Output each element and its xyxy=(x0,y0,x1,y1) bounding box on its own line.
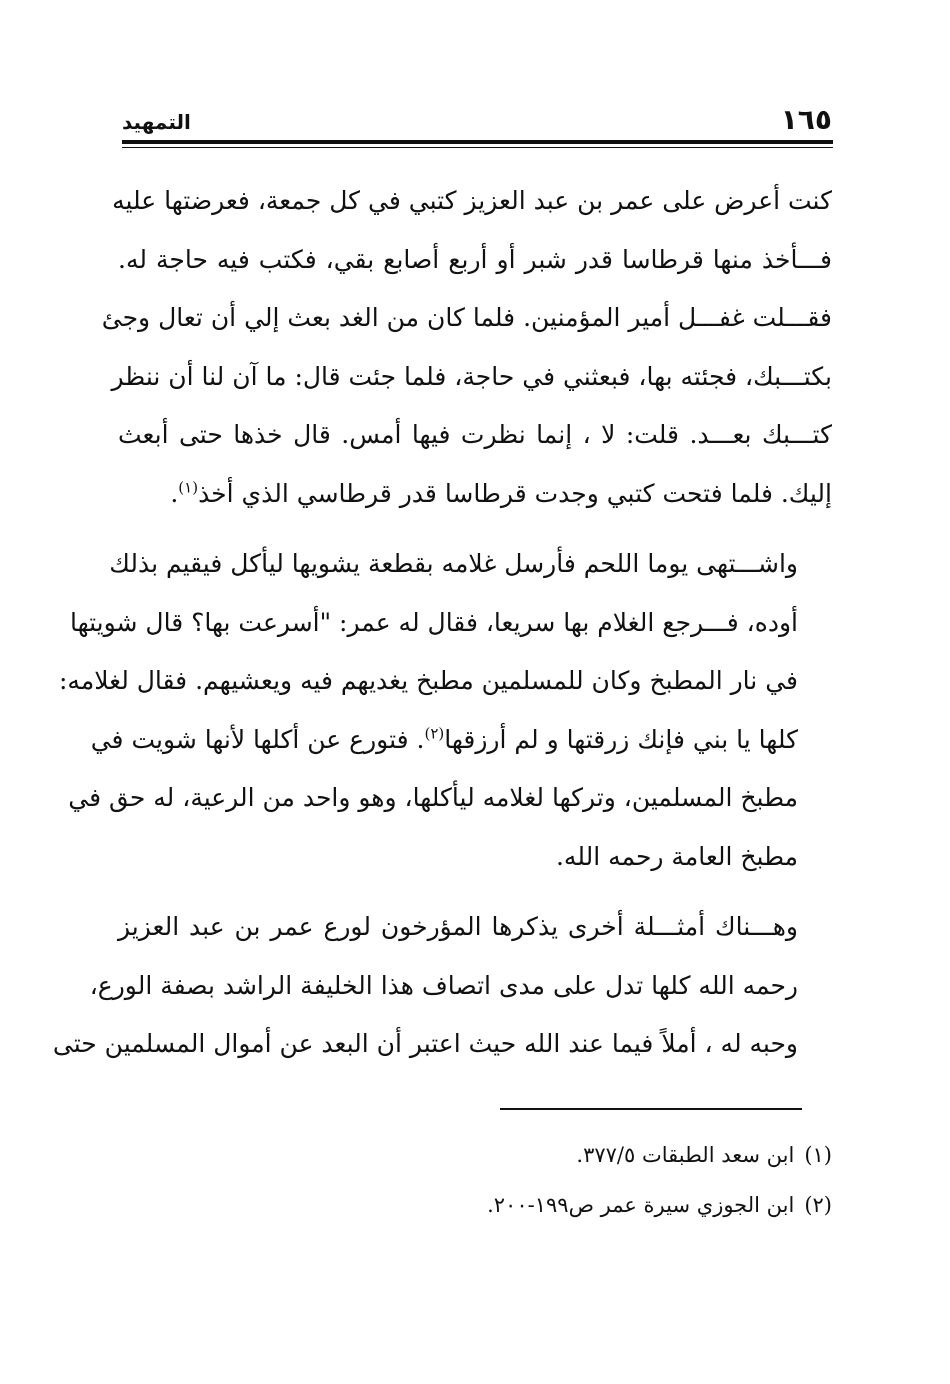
footnote-2 xyxy=(232,1180,832,1230)
text-line: كنت أعرض على عمر بن عبد العزيز كتبي في كل جمعة، فعرضتها عليه xyxy=(112,186,832,215)
text-line: فـــأخذ منها قرطاسا قدر شبر أو أربع أصابع بقي، فكتب فيه حاجة له. xyxy=(118,244,832,274)
text-line-content: كلها يا بني فإنك زرقتها و لم أرزقها xyxy=(444,724,798,754)
footnote-text: ابن الجوزي سيرة عمر ص١٩٩-٢٠٠. xyxy=(487,1193,795,1217)
sentence-end: . xyxy=(170,478,179,508)
footnote-marker: (١) xyxy=(804,1143,832,1167)
text-line xyxy=(90,711,832,770)
footnote-1 xyxy=(232,1130,832,1180)
text-line: وهـــناك أمثـــلة أخرى يذكرها المؤرخون لورع عمر بن عبد العزيز xyxy=(118,912,798,941)
footnote-marker: (٢) xyxy=(804,1193,832,1217)
text-line: واشـــتهى يوما اللحم فأرسل غلامه بقطعة يشويها ليأكل فيقيم بذلك xyxy=(109,549,798,578)
text-line: مطبخ المسلمين، وتركها لغلامه ليأكلها، وهو واحد من الرعية، له حق في xyxy=(68,783,798,812)
text-line: فقـــلت غفـــل أمير المؤمنين. فلما كان من الغد بعث إلي أن تعال وجئ xyxy=(101,303,832,332)
text-line: أوده، فـــرجع الغلام بها سريعا، فقال له عمر: "أسرعت بها؟ قال شويتها xyxy=(69,607,798,637)
paragraph-2 xyxy=(59,535,832,886)
paragraph-3 xyxy=(52,898,832,1074)
body-text xyxy=(52,172,832,1074)
text-line: رحمه الله كلها تدل على مدى اتصاف هذا الخليفة الراشد بصفة الورع، xyxy=(89,970,798,1000)
text-line: كتـــبك بعـــد. قلت: لا ، إنما نظرت فيها أمس. قال خذها حتى أبعث xyxy=(118,420,832,449)
footnote-separator xyxy=(500,1108,802,1110)
text-line xyxy=(118,465,832,524)
text-line-tail: . فتورع عن أكلها لأنها شويت في xyxy=(90,724,425,754)
text-line: وحبه له ، أملاً فيما عند الله حيث اعتبر أن البعد عن أموال المسلمين حتى xyxy=(52,1029,798,1058)
footnote-text: ابن سعد الطبقات ٣٧٧/٥. xyxy=(576,1143,795,1167)
footnote-reference[interactable]: (١) xyxy=(178,478,199,497)
text-line-content: إليك. فلما فتحت كتبي وجدت قرطاسا قدر قرطاسي الذي أخذ xyxy=(198,478,832,508)
footnotes xyxy=(232,1130,832,1230)
footnote-reference[interactable]: (٢) xyxy=(424,724,445,743)
text-line: بكتـــبك، فجئته بها، فبعثني في حاجة، فلما جئت قال: ما آن لنا أن ننظر xyxy=(111,361,832,391)
header-rule-thin xyxy=(122,147,833,148)
page-number: ١٦٥ xyxy=(780,103,832,136)
text-line: في نار المطبخ وكان للمسلمين مطبخ يغديهم فيه ويعشيهم. فقال لغلامه: xyxy=(59,666,798,695)
paragraph-1 xyxy=(101,172,832,523)
header-rule-thick xyxy=(122,140,833,144)
running-head xyxy=(122,104,832,140)
chapter-title: التمهيد xyxy=(122,110,191,134)
text-line: مطبخ العامة رحمه الله. xyxy=(555,841,798,871)
